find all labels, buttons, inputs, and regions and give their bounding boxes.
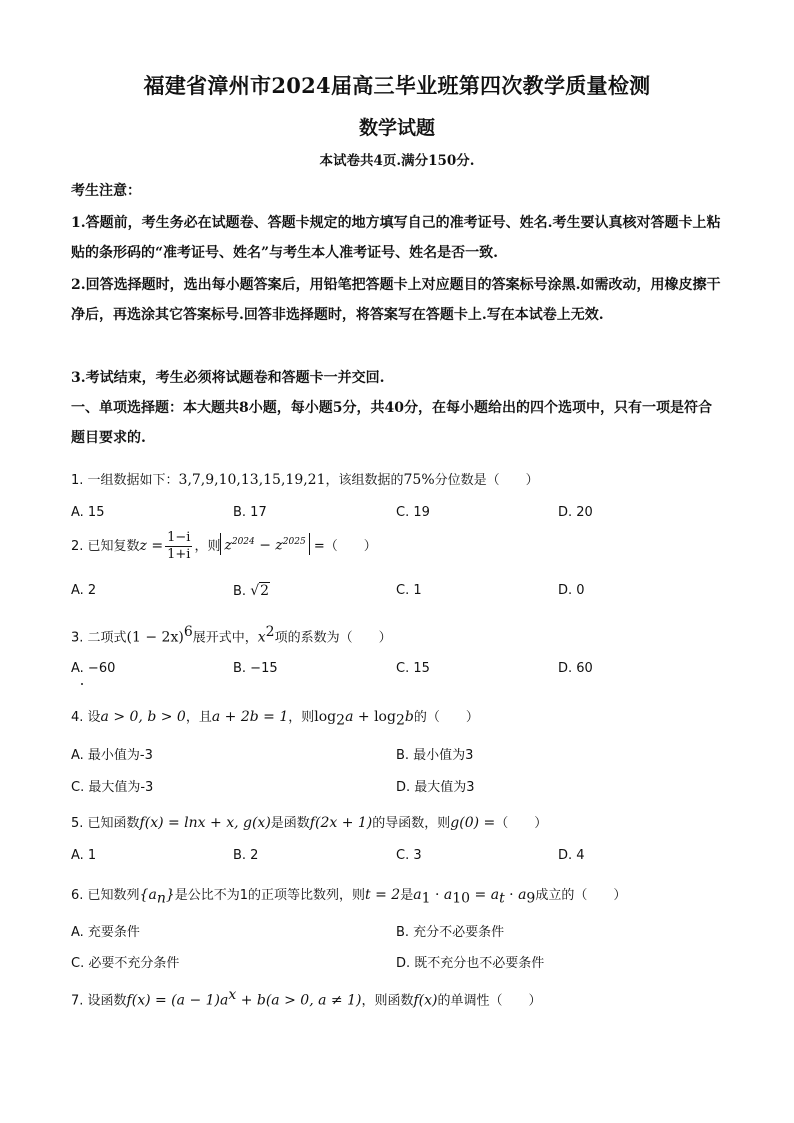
q7-fx: f(x) xyxy=(413,992,438,1009)
q4-option-a: A. 最小值为-3 xyxy=(71,748,153,763)
q4-var-b: b xyxy=(404,709,414,725)
question-7 xyxy=(71,987,731,1008)
q4-prefix: 4. 设 xyxy=(71,710,101,725)
q5-f2: f(2x + 1) xyxy=(309,815,373,831)
q3-base: (1 − 2x) xyxy=(126,629,184,646)
q2-numerator: 1−i xyxy=(167,530,191,545)
q2-prefix: 2. 已知复数 xyxy=(71,539,140,554)
q6-seq: {a xyxy=(139,887,157,903)
notice-item-3: 3.考试结束，考生必须将试题卷和答题卡一并交回. xyxy=(71,370,385,386)
subject-title: 数学试题 xyxy=(358,117,435,139)
q4-var-a: a xyxy=(345,709,354,725)
q4-option-d: D. 最大值为3 xyxy=(396,780,475,795)
q3-suffix: 项的系数为（ ） xyxy=(274,630,392,646)
q2-option-b-label: B. xyxy=(233,584,247,599)
q6-suffix: 成立的（ ） xyxy=(535,888,627,903)
q4-log1: log xyxy=(314,709,337,725)
q4-log2-base: 2 xyxy=(395,712,405,729)
q6-a1: a xyxy=(413,887,422,903)
q7-f-exp: x xyxy=(228,987,237,1003)
q1-prefix: 1. 一组数据如下： xyxy=(71,473,179,488)
q7-suffix: 的单调性（ ） xyxy=(437,993,542,1009)
q4-option-b: B. 最小值为3 xyxy=(396,748,474,763)
section-heading: 一、单项选择题：本大题共8小题，每小题5分，共40分，在每小题给出的四个选项中，只有一项是符合题目要求的. xyxy=(71,400,712,446)
q1-option-d: D. 20 xyxy=(558,505,593,520)
q5-option-b: B. 2 xyxy=(233,848,259,863)
q7-prefix: 7. 设函数 xyxy=(71,993,127,1009)
q2-exp-b: 2025 xyxy=(282,537,306,548)
q3-x: x xyxy=(257,629,266,646)
q4-equation: a + 2b = 1 xyxy=(211,709,289,725)
q2-abs-expression xyxy=(220,533,309,555)
q5-mid: 是函数 xyxy=(270,816,310,831)
q6-a10-sub: 10 xyxy=(452,890,471,907)
q5-prefix: 5. 已知函数 xyxy=(71,816,140,831)
q5-mid2: 的导函数，则 xyxy=(372,816,451,831)
q2-option-d: D. 0 xyxy=(558,583,585,598)
q2-fraction xyxy=(165,530,192,563)
q6-seq-end: } xyxy=(165,887,175,903)
q4-suffix: 的（ ） xyxy=(413,710,479,725)
q2-option-a: A. 2 xyxy=(71,583,97,598)
q6-option-a: A. 充要条件 xyxy=(71,925,140,940)
q7-f-rest: + b(a > 0, a ≠ 1) xyxy=(236,992,362,1009)
q6-option-c: C. 必要不充分条件 xyxy=(71,956,180,971)
q4-option-c: C. 最大值为-3 xyxy=(71,780,154,795)
q3-option-a: A. −60 xyxy=(71,661,116,676)
q6-seq-sub: n xyxy=(156,890,166,907)
exam-meta: 本试卷共4页.满分150分. xyxy=(319,153,475,169)
question-2 xyxy=(71,530,731,563)
q2-minus: − xyxy=(254,538,276,554)
q3-option-b: B. −15 xyxy=(233,661,278,676)
q2-suffix: =（ ） xyxy=(309,539,377,554)
q2-exp-a: 2024 xyxy=(231,537,255,548)
q1-data: 3,7,9,10,13,15,19,21 xyxy=(178,472,326,488)
q1-option-c: C. 19 xyxy=(396,505,430,520)
q6-prefix: 6. 已知数列 xyxy=(71,888,140,903)
q2-denominator: 1+i xyxy=(167,547,191,562)
q7-mid: ，则函数 xyxy=(361,993,414,1009)
q6-at-sub: t xyxy=(499,890,505,907)
q6-mid: 是公比不为1的正项等比数列，则 xyxy=(174,888,366,903)
q6-eq: = xyxy=(470,887,491,903)
question-3 xyxy=(71,624,731,645)
q6-a1-sub: 1 xyxy=(421,890,431,907)
q2-sqrt-radicand: 2 xyxy=(260,583,270,599)
q6-dot1: · xyxy=(430,887,444,903)
q6-mid2: 是 xyxy=(400,888,414,903)
notice-heading: 考生注意： xyxy=(71,183,141,199)
q3-x-exp: 2 xyxy=(265,624,275,640)
q4-log2: log xyxy=(374,709,396,725)
q6-dot2: · xyxy=(504,887,519,903)
q4-log1-base: 2 xyxy=(336,712,346,729)
q2-option-b xyxy=(233,583,270,599)
notice-item-2: 2.回答选择题时，选出每小题答案后，用铅笔把答题卡上对应题目的答案标号涂黑.如需改动，用橡皮擦干净后，再选涂其它答案标号.回答非选择题时，将答案写在答题卡上.写在本试卷上无效. xyxy=(71,277,721,323)
question-6 xyxy=(71,884,731,907)
q6-a10: a xyxy=(443,887,453,903)
q2-sqrt: √2 xyxy=(250,583,270,599)
q6-t: t = 2 xyxy=(365,887,401,903)
q5-option-d: D. 4 xyxy=(558,848,585,863)
notice-item-1: 1.答题前，考生务必在试题卷、答题卡规定的地方填写自己的准考证号、姓名.考生要认真核对答题卡上粘贴的条形码的“准考证号、姓名”与考生本人准考证号、姓名是否一致. xyxy=(71,215,721,261)
q3-option-c: C. 15 xyxy=(396,661,430,676)
q6-a9-sub: 9 xyxy=(526,890,536,907)
q1-percent: 75% xyxy=(403,472,435,488)
q4-plus: + xyxy=(353,709,375,725)
q4-condition: a > 0, b > 0 xyxy=(100,709,186,725)
q5-f-def: f(x) = lnx + x, g(x) xyxy=(139,815,271,831)
q6-option-d: D. 既不充分也不必要条件 xyxy=(396,956,545,971)
q6-option-b: B. 充分不必要条件 xyxy=(396,925,505,940)
q3-mid: 展开式中， xyxy=(192,630,258,646)
q5-g0: g(0) = xyxy=(450,815,496,831)
q6-a9: a xyxy=(518,887,527,903)
question-5 xyxy=(71,812,731,831)
q4-mid1: ，且 xyxy=(185,710,212,725)
q1-mid: ，该组数据的 xyxy=(325,473,404,488)
q6-at: a xyxy=(490,887,500,903)
question-4 xyxy=(71,706,731,729)
q2-mid: ，则 xyxy=(194,539,221,554)
q2-z: z = xyxy=(139,538,164,554)
question-1 xyxy=(71,469,731,488)
q4-mid2: ，则 xyxy=(288,710,315,725)
q2-za: z xyxy=(224,538,232,554)
q7-f-def: f(x) = (a − 1)a xyxy=(126,992,229,1009)
q2-zb: z xyxy=(275,538,283,554)
q5-suffix: （ ） xyxy=(495,816,548,831)
q3-prefix: 3. 二项式 xyxy=(71,630,127,646)
q1-option-a: A. 15 xyxy=(71,505,105,520)
page-title: 福建省漳州市2024届高三毕业班第四次教学质量检测 xyxy=(143,73,651,98)
q3-option-d: D. 60 xyxy=(558,661,593,676)
q5-option-c: C. 3 xyxy=(396,848,422,863)
q5-option-a: A. 1 xyxy=(71,848,97,863)
q1-suffix: 分位数是（ ） xyxy=(434,473,539,488)
q3-exp: 6 xyxy=(183,624,193,640)
stray-dot xyxy=(81,683,83,685)
q2-option-c: C. 1 xyxy=(396,583,422,598)
q1-option-b: B. 17 xyxy=(233,505,267,520)
